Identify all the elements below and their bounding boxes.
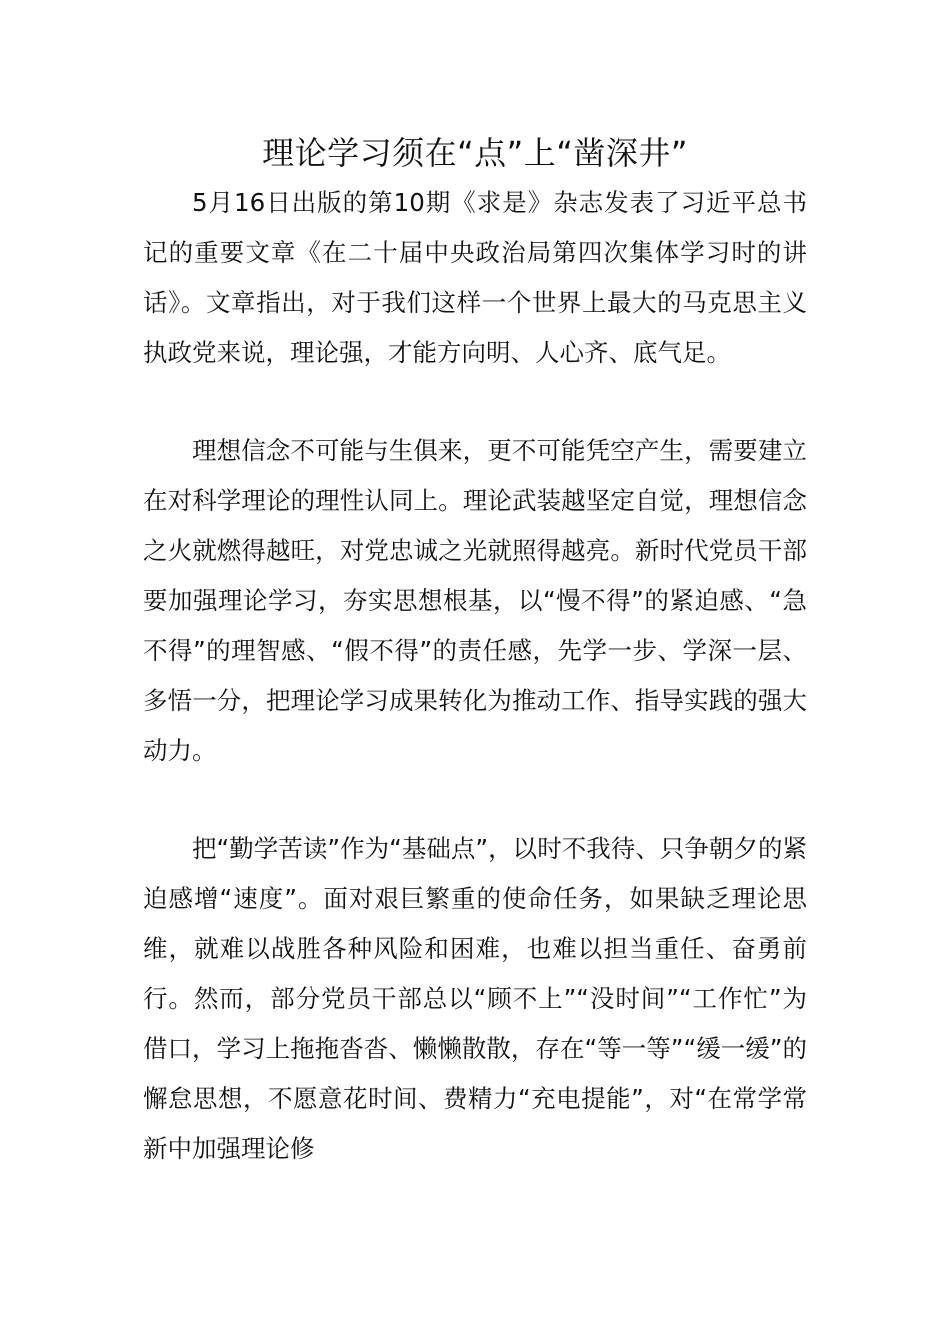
paragraph-gap: [143, 378, 807, 426]
document-title: 理论学习须在“点”上“凿深井”: [262, 134, 688, 172]
paragraph-2: 理想信念不可能与生俱来，更不可能凭空产生，需要建立在对科学理论的理性认同上。理论武装越坚定自觉，理想信念之火就燃得越旺，对党忠诚之光就照得越亮。新时代党员干部要加强理论学习，夯实思想根基，以“慢不得”的紧迫感、“急不得”的理智感、“假不得”的责任感，先学一步、学深一层、多悟一分，把理论学习成果转化为推动工作、指导实践的强大动力。: [143, 436, 807, 765]
paragraph-1: 5月16日出版的第10期《求是》杂志发表了习近平总书记的重要文章《在二十届中央政治局第四次集体学习时的讲话》。文章指出，对于我们这样一个世界上最大的马克思主义执政党来说，理论强，才能方向明、人心齐、底气足。: [143, 188, 807, 367]
paragraph-gap: [143, 776, 807, 824]
paragraph-3: 把“勤学苦读”作为“基础点”，以时不我待、只争朝夕的紧迫感增“速度”。面对艰巨繁重的使命任务，如果缺乏理论思维，就难以战胜各种风险和困难，也难以担当重任、奋勇前行。然而，部分党员干部总以“顾不上”“没时间”“工作忙”为借口，学习上拖拖沓沓、懒懒散散，存在“等一等”“缓一缓”的懈怠思想，不愿意花时间、费精力“充电提能”，对“在常学常新中加强理论修: [143, 834, 807, 1163]
